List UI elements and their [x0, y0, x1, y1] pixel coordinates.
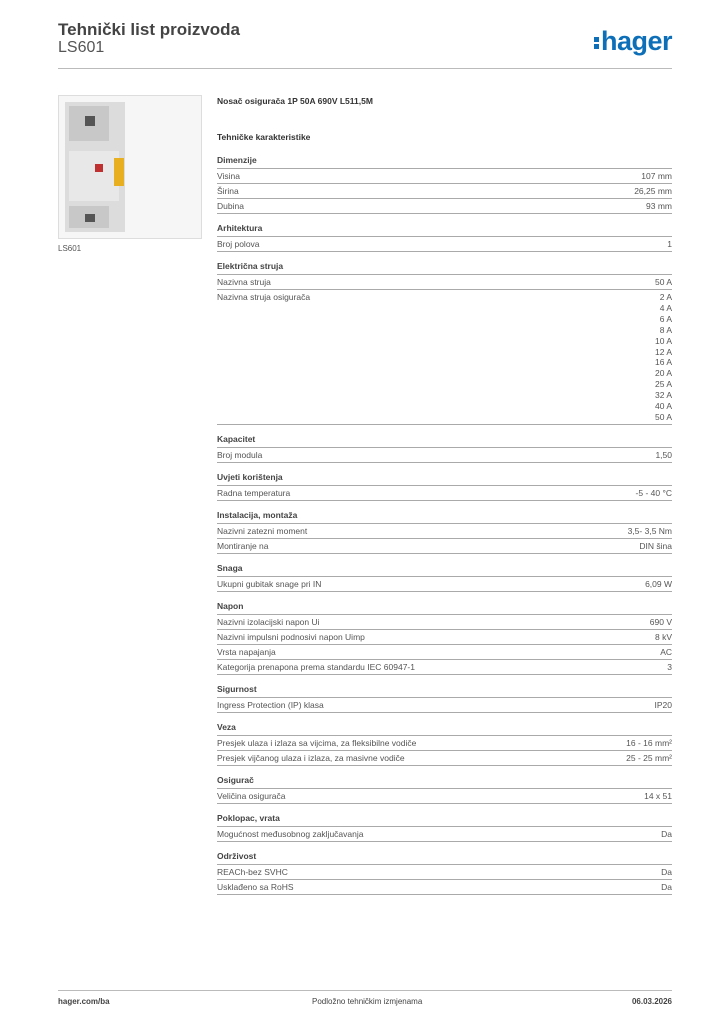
- spec-label: Mogućnost međusobnog zaključavanja: [217, 828, 364, 839]
- spec-value: 3,5- 3,5 Nm: [627, 525, 672, 536]
- spec-value: 25 A: [654, 379, 672, 390]
- spec-row: [217, 789, 672, 804]
- spec-row: [217, 698, 672, 713]
- footer-divider: [58, 990, 672, 991]
- spec-section: [217, 261, 672, 425]
- spec-row: [217, 539, 672, 554]
- section-heading: Osigurač: [217, 775, 672, 789]
- section-heading: Instalacija, montaža: [217, 510, 672, 524]
- spec-content: [217, 96, 672, 904]
- spec-values: [641, 171, 672, 182]
- spec-section: [217, 722, 672, 766]
- spec-section: [217, 563, 672, 592]
- spec-label: Visina: [217, 171, 240, 181]
- spec-label: Presjek vijčanog ulaza i izlaza, za masivne vodiče: [217, 752, 405, 763]
- spec-row: [217, 448, 672, 463]
- spec-values: [626, 753, 672, 764]
- spec-row: [217, 199, 672, 214]
- spec-section: [217, 775, 672, 804]
- spec-values: [639, 541, 672, 552]
- spec-value: 50 A: [654, 277, 672, 287]
- spec-value: 40 A: [654, 401, 672, 412]
- spec-value: 4 A: [659, 302, 672, 313]
- spec-value: -5 - 40 °C: [635, 487, 672, 498]
- spec-section: [217, 472, 672, 501]
- spec-value: 6 A: [659, 313, 672, 324]
- footer-note: Podložno tehničkim izmjenama: [312, 997, 423, 1006]
- spec-value: 3: [667, 661, 672, 672]
- spec-value: 26,25 mm: [634, 186, 672, 196]
- section-heading: Veza: [217, 722, 672, 736]
- spec-row: [217, 736, 672, 751]
- spec-row: [217, 827, 672, 842]
- spec-values: [655, 277, 672, 288]
- spec-values: [661, 882, 672, 893]
- product-code: LS601: [58, 39, 105, 56]
- spec-value: 2 A: [659, 292, 672, 302]
- spec-label: Nazivna struja osigurača: [217, 292, 311, 302]
- spec-value: 20 A: [654, 368, 672, 379]
- spec-value: 25 - 25 mm²: [626, 752, 672, 763]
- spec-row: [217, 169, 672, 184]
- spec-value: 16 A: [654, 357, 672, 368]
- product-name: Nosač osigurača 1P 50A 690V L511,5M: [217, 96, 373, 106]
- spec-row: [217, 865, 672, 880]
- spec-value: 690 V: [649, 616, 672, 627]
- spec-values: [645, 579, 672, 590]
- spec-values: [655, 292, 672, 423]
- spec-section: [217, 510, 672, 554]
- section-heading: Poklopac, vrata: [217, 813, 672, 827]
- spec-row: [217, 630, 672, 645]
- spec-label: Radna temperatura: [217, 487, 291, 498]
- spec-row: [217, 237, 672, 252]
- spec-row: [217, 660, 672, 675]
- spec-sections: [217, 155, 672, 895]
- spec-row: [217, 751, 672, 766]
- spec-value: 6,09 W: [645, 578, 672, 589]
- spec-value: IP20: [654, 699, 672, 710]
- spec-values: [667, 239, 672, 250]
- spec-values: [667, 662, 672, 673]
- spec-values: [655, 450, 672, 461]
- footer-date: 06.03.2026: [631, 997, 672, 1006]
- spec-value: AC: [660, 646, 672, 657]
- spec-label: Usklađeno sa RoHS: [217, 881, 294, 892]
- section-heading: Dimenzije: [217, 155, 672, 169]
- product-image: [58, 95, 202, 239]
- spec-section: [217, 813, 672, 842]
- section-heading: Uvjeti korištenja: [217, 472, 672, 486]
- spec-values: [661, 867, 672, 878]
- spec-values: [655, 700, 673, 711]
- spec-value: Da: [661, 881, 672, 892]
- spec-values: [644, 791, 672, 802]
- section-heading: Snaga: [217, 563, 672, 577]
- spec-value: 1,50: [655, 449, 672, 460]
- spec-values: [661, 829, 672, 840]
- spec-values: [650, 617, 672, 628]
- section-heading: Održivost: [217, 851, 672, 865]
- spec-label: Nazivni izolacijski napon Ui: [217, 616, 320, 627]
- spec-value: 14 x 51: [644, 790, 672, 801]
- section-heading: Kapacitet: [217, 434, 672, 448]
- spec-section: [217, 851, 672, 895]
- spec-values: [636, 488, 672, 499]
- spec-section: [217, 155, 672, 214]
- spec-value: 8 kV: [654, 631, 672, 642]
- section-title: Tehničke karakteristike: [217, 132, 311, 142]
- spec-values: [646, 201, 672, 212]
- spec-values: [634, 186, 672, 197]
- spec-row: [217, 275, 672, 290]
- spec-label: Nazivna struja: [217, 277, 271, 287]
- spec-label: Ingress Protection (IP) klasa: [217, 699, 324, 710]
- section-heading: Napon: [217, 601, 672, 615]
- spec-label: Širina: [217, 186, 239, 196]
- spec-value: 12 A: [654, 346, 672, 357]
- spec-value: 107 mm: [641, 171, 672, 181]
- spec-label: Broj polova: [217, 239, 260, 249]
- spec-label: Kategorija prenapona prema standardu IEC 60947-1: [217, 661, 415, 672]
- spec-label: Vrsta napajanja: [217, 646, 276, 657]
- spec-label: Montiranje na: [217, 540, 269, 551]
- spec-value: 8 A: [659, 324, 672, 335]
- footer-website: hager.com/ba: [58, 997, 110, 1006]
- spec-values: [626, 738, 672, 749]
- spec-label: Nazivni impulsni podnosivi napon Uimp: [217, 631, 365, 642]
- spec-row: [217, 290, 672, 425]
- page-title: Tehnički list proizvoda: [58, 20, 240, 39]
- header-divider: [58, 68, 672, 69]
- spec-section: [217, 684, 672, 713]
- spec-row: [217, 524, 672, 539]
- spec-values: [628, 526, 672, 537]
- spec-label: REACh-bez SVHC: [217, 866, 288, 877]
- spec-label: Nazivni zatezni moment: [217, 525, 308, 536]
- spec-section: [217, 223, 672, 252]
- hager-logo: [594, 26, 672, 57]
- spec-value: 16 - 16 mm²: [626, 737, 672, 748]
- section-heading: Arhitektura: [217, 223, 672, 237]
- spec-row: [217, 880, 672, 895]
- section-heading: Sigurnost: [217, 684, 672, 698]
- spec-label: Veličina osigurača: [217, 790, 286, 801]
- spec-value: 10 A: [654, 335, 672, 346]
- spec-row: [217, 645, 672, 660]
- spec-value: Da: [661, 866, 672, 877]
- logo-text: hager: [600, 26, 672, 56]
- spec-label: Broj modula: [217, 449, 263, 460]
- image-caption: LS601: [58, 244, 82, 253]
- spec-row: [217, 184, 672, 199]
- spec-values: [660, 647, 672, 658]
- spec-value: 93 mm: [646, 201, 672, 211]
- spec-values: [655, 632, 672, 643]
- spec-row: [217, 615, 672, 630]
- spec-row: [217, 486, 672, 501]
- section-heading: Električna struja: [217, 261, 672, 275]
- spec-section: [217, 601, 672, 675]
- spec-label: Dubina: [217, 201, 244, 211]
- spec-value: 32 A: [654, 390, 672, 401]
- spec-value: Da: [661, 828, 672, 839]
- spec-section: [217, 434, 672, 463]
- spec-value: 1: [667, 239, 672, 249]
- spec-row: [217, 577, 672, 592]
- spec-label: Ukupni gubitak snage pri IN: [217, 578, 322, 589]
- spec-value: 50 A: [654, 411, 672, 422]
- spec-label: Presjek ulaza i izlaza sa vijcima, za fleksibilne vodiče: [217, 737, 417, 748]
- spec-value: DIN šina: [639, 540, 672, 551]
